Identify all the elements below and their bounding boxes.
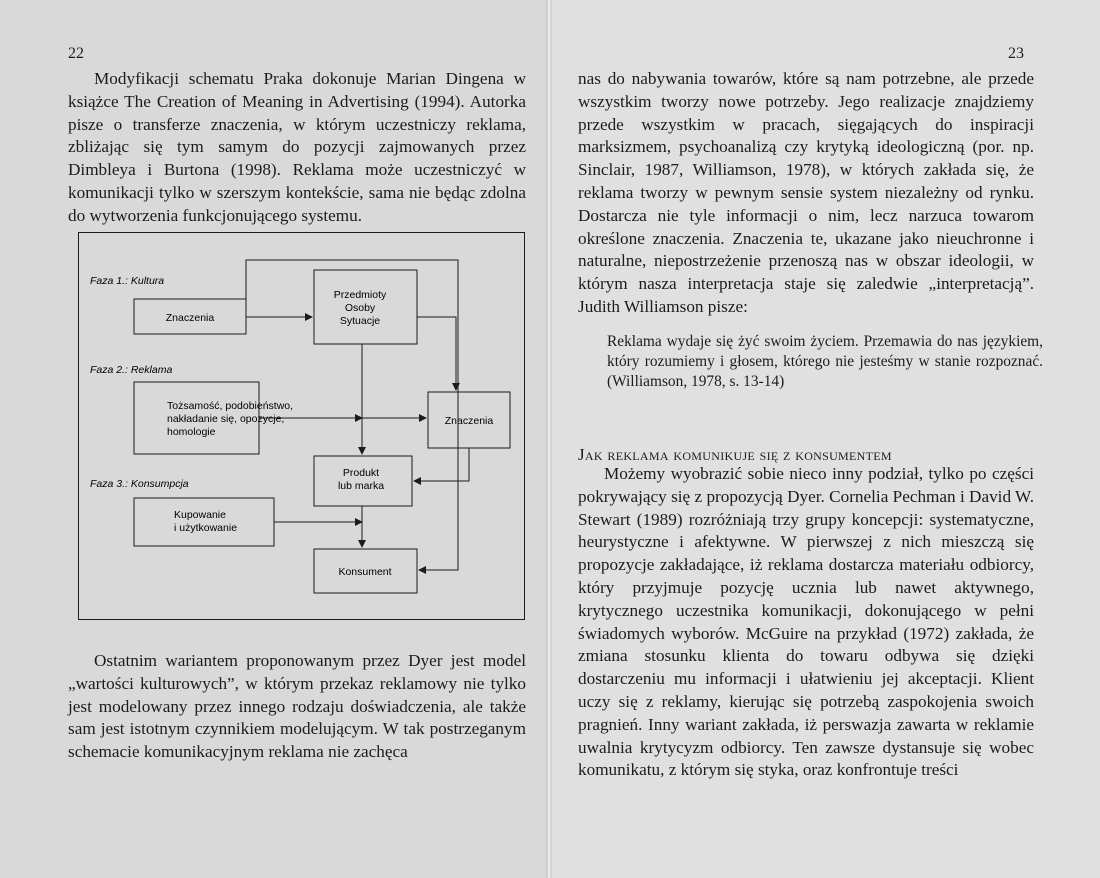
phase-3-label: Faza 3.: Konsumpcja xyxy=(90,478,189,490)
box-przedmioty-line-3: Sytuacje xyxy=(339,315,381,327)
diagram-svg xyxy=(78,232,525,620)
box-produkt-line-2: lub marka xyxy=(337,480,385,492)
box-przedmioty-line-1: Przedmioty xyxy=(333,289,387,301)
right-page-number: 23 xyxy=(1008,45,1024,62)
box-kupowanie-line-2: i użytkowanie xyxy=(174,522,238,534)
left-paragraph-1: Modyfikacji schematu Praka dokonuje Marian Dingena w książce The Creation of Meaning in Advertising (1994). Autorka pisze o transferze znaczenia, w którym uczestniczy reklama, zbliżając się tym samym do pozycji zajmowanych przez Dimbleya i Burtona (1998). Reklama może uczestniczyć w komunikacji tylko w szerszym kontekście, sama nie będąc zdolna do wytworzenia funkcjonującego systemu. xyxy=(68,69,526,225)
block-quote: Reklama wydaje się żyć swoim życiem. Przemawia do nas językiem, który rozumiemy i głosem, którego nie jesteśmy w stanie rozpoznać. (Williamson, 1978, s. 13-14) xyxy=(607,333,1043,390)
box-tozsamosc-line-1: Tożsamość, podobieństwo, xyxy=(167,400,294,412)
right-paragraph-1: nas do nabywania towarów, które są nam potrzebne, ale przede wszystkim tworzy nowe potrzeby. Jego realizacje znajdziemy przede wszystkim w pracach, sięgających do inspiracji marksizmem, psychoanalizą czy krytyką ideologiczną (por. np. Sinclair, 1987, Williamson, 1978), w których zakłada się, że reklama tworzy w pewnym sensie system niezależny od rynku. Dostarcza nie tyle informacji o nim, lecz narzuca towarom określone znaczenia. Znaczenia te, ukazane jako nieuchronne i naturalne, niepostrzeżenie przenoszą nas w obszar ideologii, w którym nasza interpretacja staje się zaledwie „interpretacją”. Judith Williamson pisze: xyxy=(578,69,1034,316)
box-znaczenia-ad-text: Znaczenia xyxy=(444,415,494,427)
box-przedmioty-line-2: Osoby xyxy=(344,302,376,314)
left-page-number: 22 xyxy=(68,45,84,62)
box-kupowanie-line-1: Kupowanie xyxy=(174,509,226,521)
book-gutter xyxy=(546,0,552,878)
phase-1-label: Faza 1.: Kultura xyxy=(90,275,165,287)
cultural-values-diagram xyxy=(78,232,525,620)
box-produkt-line-1: Produkt xyxy=(342,467,380,479)
phase-2-label: Faza 2.: Reklama xyxy=(90,364,173,376)
box-konsument-text: Konsument xyxy=(338,566,392,578)
right-paragraph-2: Możemy wyobrazić sobie nieco inny podział, tylko po części pokrywający się z propozycją Dyer. Cornelia Pechman i David W. Stewart (1989) rozróżniają trzy grupy koncepcji: systematyczne, heurystyczne i afektywne. W pierwszej z nich mieszczą się propozycje zakładające, iż reklama dostarcza materiału odbiorcy, który przyjmuje pozycję ucznia lub nawet aktywnego, krytycznego uczestnika komunikacji, dokonującego w pełni świadomych wyborów. McGuire na przykład (1972) zakłada, że zmiana stosunku klienta do towaru odbywa się dzięki dostarczeniu mu informacji i ułatwieniu jej akceptacji. Klient uczy się z reklamy, kierując się potrzebą zaspokojenia swoich pragnień. Inny wariant zakłada, iż perswazja zawarta w reklamie uwalnia krytycyzm odbiorcy. Ten zawsze dystansuje się wobec komunikatu, z którym się styka, oraz konfrontuje treści xyxy=(578,464,1034,780)
left-paragraph-2: Ostatnim wariantem proponowanym przez Dyer jest model „wartości kulturowych”, w którym przekaz reklamowy nie tylko jest modelowany przez innego rodzaju doświadczenia, ale także sam jest istotnym czynnikiem modelującym. W tak postrzeganym schemacie komunikacyjnym reklama nie zachęca xyxy=(68,651,526,762)
box-znaczenia-culture-text: Znaczenia xyxy=(165,312,215,324)
box-tozsamosc-line-2: nakładanie się, opozycje, xyxy=(167,413,285,425)
section-heading: Jak reklama komunikuje się z konsumentem xyxy=(578,445,892,464)
box-tozsamosc-line-3: homologie xyxy=(167,426,216,438)
